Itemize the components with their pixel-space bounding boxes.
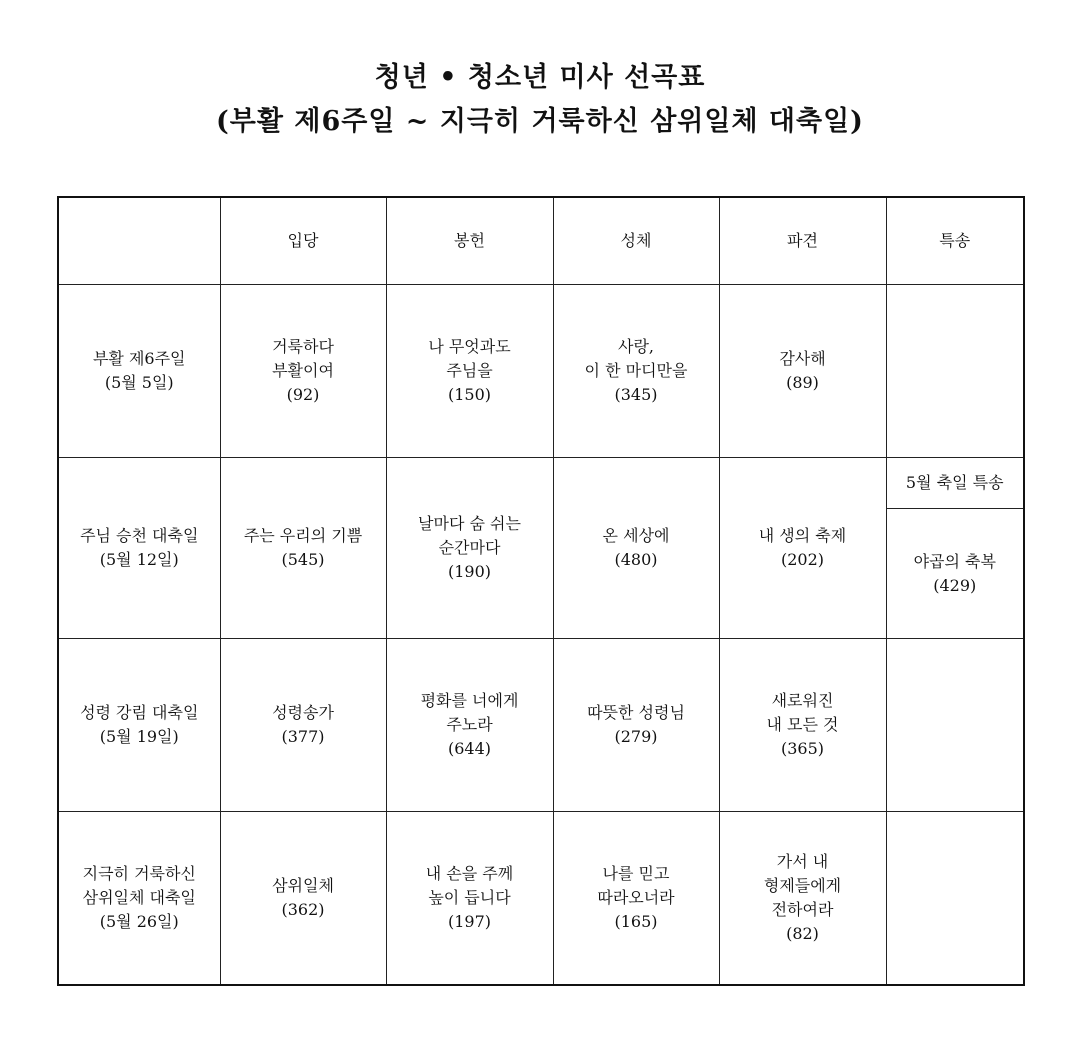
cell-text-line: 나 무엇과도 — [428, 337, 511, 356]
special-song-cell — [886, 639, 1024, 812]
cell-text-line: (345) — [614, 385, 658, 404]
cell-text-line: (5월 12일) — [99, 550, 179, 569]
communion-song-cell — [553, 812, 719, 985]
cell-text-line: (150) — [447, 385, 492, 404]
cell-text-line: 내 손을 주께 — [425, 863, 514, 883]
song-schedule-table — [57, 196, 1025, 986]
table-row — [58, 458, 1024, 509]
entrance-song-cell — [220, 639, 386, 812]
cell-text-line: (377) — [281, 727, 325, 746]
cell-text-line: 지극히 거룩하신 — [82, 863, 196, 883]
occasion-cell — [58, 458, 220, 639]
page-title: 청년 • 청소년 미사 선곡표 — [374, 62, 706, 93]
cell-text-line: (644) — [447, 739, 492, 758]
cell-text-line: 날마다 숨 쉬는 — [418, 514, 521, 533]
cell-text-line: 평화를 너에게 — [420, 691, 519, 710]
cell-text-line: (5월 5일) — [104, 373, 174, 392]
offertory-song-cell — [386, 458, 553, 639]
occasion-cell — [58, 285, 220, 458]
special-song-cell — [886, 285, 1024, 458]
entrance-song-cell — [220, 812, 386, 985]
cell-text-line: (197) — [447, 911, 492, 931]
column-header-dismissal: 파견 — [719, 197, 886, 285]
cell-text-line: (362) — [281, 899, 325, 919]
cell-text-line: (5월 26일) — [99, 911, 179, 931]
entrance-song-cell — [220, 285, 386, 458]
cell-text-line: 따라오너라 — [597, 887, 675, 907]
cell-text-line: 성령 강림 대축일 — [80, 703, 199, 722]
cell-text-line: 거룩하다 — [272, 337, 334, 356]
cell-text-line: 내 생의 축제 — [758, 526, 847, 545]
table-header-row — [58, 197, 1024, 285]
offertory-song-cell — [386, 285, 553, 458]
column-header-offertory: 봉헌 — [386, 197, 553, 285]
page-subtitle: (부활 제6주일 ~ 지극히 거룩하신 삼위일체 대축일) — [216, 106, 864, 137]
dismissal-song-cell — [719, 285, 886, 458]
column-header-entrance: 입당 — [220, 197, 386, 285]
cell-text-line: 순간마다 — [438, 538, 501, 557]
cell-text-line: (279) — [614, 727, 658, 746]
communion-song-cell — [553, 639, 719, 812]
table-row — [58, 812, 1024, 985]
cell-text-line: (82) — [786, 923, 819, 943]
dismissal-song-cell — [719, 458, 886, 639]
communion-song-cell — [553, 285, 719, 458]
cell-text-line: 성령송가 — [272, 703, 334, 722]
dismissal-song-cell — [719, 639, 886, 812]
table-row — [58, 285, 1024, 458]
cell-text-line: 주님을 — [446, 361, 493, 380]
special-song-header-cell: 5월 축일 특송 — [886, 458, 1024, 509]
cell-text-line: (92) — [286, 385, 320, 404]
communion-song-cell — [553, 458, 719, 639]
cell-text-line: (545) — [281, 550, 325, 569]
cell-text-line: 부활이여 — [272, 361, 334, 380]
cell-text-line: (190) — [447, 562, 492, 581]
cell-text-line: 따뜻한 성령님 — [587, 703, 685, 722]
column-header-blank — [58, 197, 220, 285]
cell-text-line: 부활 제6주일 — [92, 349, 186, 368]
dismissal-song-cell — [719, 812, 886, 985]
occasion-cell — [58, 639, 220, 812]
cell-text-line: (365) — [780, 739, 825, 758]
occasion-cell — [58, 812, 220, 985]
cell-text-line: 새로워진 — [771, 691, 834, 710]
offertory-song-cell — [386, 639, 553, 812]
cell-text-line: 가서 내 — [776, 851, 829, 871]
entrance-song-cell — [220, 458, 386, 639]
column-header-communion: 성체 — [553, 197, 719, 285]
cell-text-line: 주노라 — [446, 715, 493, 734]
cell-text-line: 나를 믿고 — [602, 863, 670, 883]
cell-text-line: 삼위일체 — [272, 875, 334, 895]
cell-text-line: (480) — [614, 550, 658, 569]
cell-text-line: 주님 승천 대축일 — [80, 526, 199, 545]
cell-text-line: 전하여라 — [771, 899, 834, 919]
special-song-cell — [886, 509, 1024, 639]
cell-text-line: 야곱의 축복 — [913, 551, 996, 571]
cell-text-line: 감사해 — [779, 349, 826, 368]
cell-text-line: (202) — [780, 550, 825, 569]
cell-text-line: (89) — [786, 373, 819, 392]
cell-text-line: (165) — [614, 911, 658, 931]
cell-text-line: 사랑, — [618, 337, 654, 356]
cell-text-line: 온 세상에 — [602, 526, 670, 545]
offertory-song-cell — [386, 812, 553, 985]
cell-text-line: 형제들에게 — [763, 875, 842, 895]
cell-text-line: (5월 19일) — [99, 727, 179, 746]
cell-text-line: 주는 우리의 기쁨 — [243, 526, 363, 545]
cell-text-line: 삼위일체 대축일 — [82, 887, 196, 907]
cell-text-line: 높이 듭니다 — [428, 887, 511, 907]
cell-text-line: (429) — [933, 575, 977, 595]
special-song-cell — [886, 812, 1024, 985]
cell-text-line: 이 한 마디만을 — [584, 361, 688, 380]
column-header-special: 특송 — [886, 197, 1024, 285]
cell-text-line: 내 모든 것 — [766, 715, 839, 734]
table-row — [58, 639, 1024, 812]
